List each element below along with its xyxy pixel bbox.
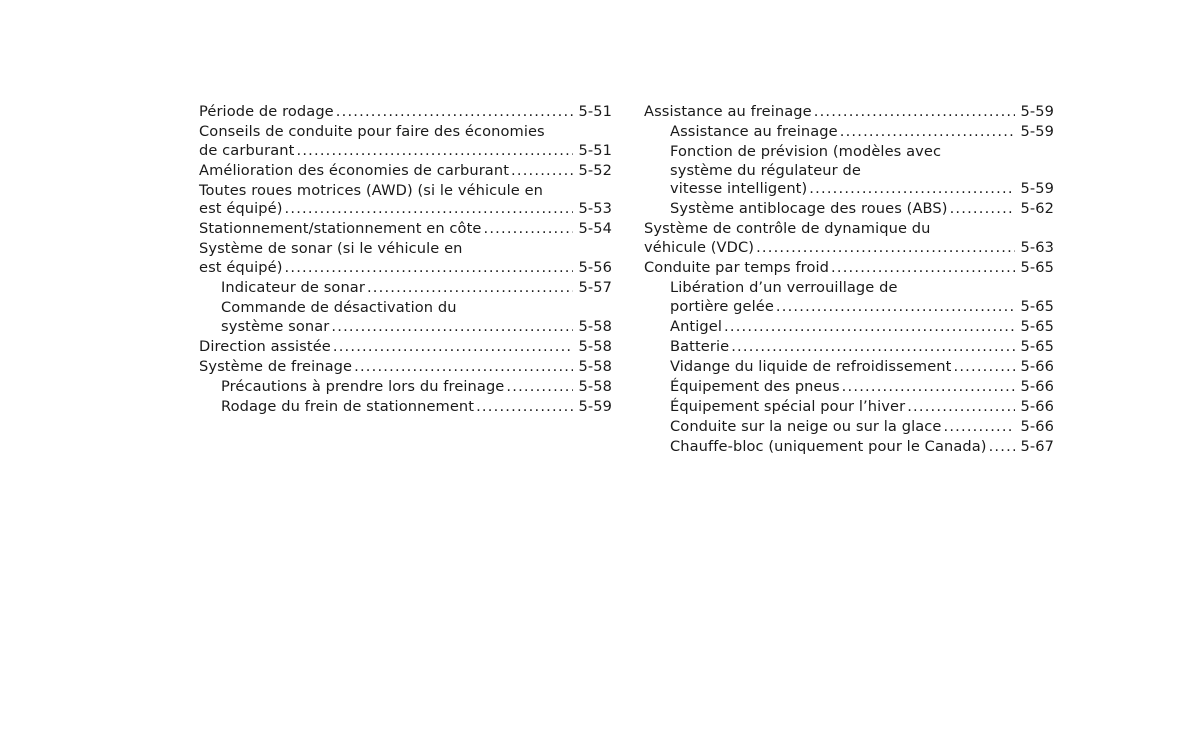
toc-subentry[interactable] (644, 398, 1054, 417)
dot-leader (336, 103, 573, 122)
toc-page-number: 5-59 (1020, 180, 1054, 198)
toc-page-number: 5-51 (578, 103, 612, 120)
dot-leader (831, 259, 1015, 278)
toc-entry-title-line: véhicule (VDC) (644, 238, 755, 256)
toc-page-number: 5-65 (1020, 317, 1054, 335)
toc-page-number: 5-62 (1020, 200, 1054, 218)
toc-entry[interactable] (199, 358, 612, 377)
toc-entry-title-line: Toutes roues motrices (AWD) (si le véhicule en (199, 181, 544, 199)
toc-entry-title-line: est équipé) (199, 200, 283, 218)
toc-entry-title-line: Amélioration des économies de carburant (199, 161, 510, 179)
toc-entry-title-line: Conseils de conduite pour faire des économies (199, 123, 545, 141)
toc-page-number: 5-65 (1020, 258, 1054, 276)
toc-entry[interactable] (199, 162, 612, 181)
dot-leader (907, 398, 1015, 417)
toc-page-number: 5-58 (578, 357, 612, 375)
dot-leader (354, 358, 573, 377)
toc-entry-title-line: Système de contrôle de dynamique du (644, 220, 931, 238)
toc-entry-title-line: Système antiblocage des roues (ABS) (670, 200, 948, 218)
toc-subentry[interactable] (199, 398, 612, 417)
toc-subentry[interactable] (199, 299, 612, 336)
toc-entry[interactable] (199, 240, 612, 277)
toc-entry[interactable] (644, 220, 1054, 257)
toc-entry[interactable] (199, 123, 612, 160)
toc-page-number: 5-54 (578, 220, 612, 238)
toc-entry[interactable] (199, 103, 612, 122)
toc-entry-title-line: Assistance au freinage (644, 103, 812, 120)
toc-entry-title-line: de carburant (199, 141, 295, 159)
toc-entry-title-line: Batterie (670, 337, 730, 355)
dot-leader (296, 142, 573, 161)
dot-leader (285, 259, 573, 278)
dot-leader (476, 398, 573, 417)
toc-entry-title-line: Libération d’un verrouillage de (670, 279, 898, 297)
toc-entry-title-line: Période de rodage (199, 103, 334, 120)
dot-leader (842, 378, 1015, 397)
toc-entry[interactable] (199, 338, 612, 357)
dot-leader (333, 338, 573, 357)
toc-subentry[interactable] (644, 338, 1054, 357)
dot-leader (814, 103, 1015, 122)
toc-page-number: 5-59 (1020, 123, 1054, 141)
toc-page-number: 5-67 (1020, 438, 1054, 456)
dot-leader (511, 162, 573, 181)
dot-leader (840, 123, 1015, 142)
toc-page-number: 5-51 (578, 141, 612, 159)
toc-entry-title-line: Commande de désactivation du (221, 299, 457, 317)
toc-entry-title-line: Équipement des pneus (670, 377, 840, 395)
toc-subentry[interactable] (644, 123, 1054, 142)
toc-page-number: 5-58 (578, 337, 612, 355)
toc-entry-title-line: Stationnement/stationnement en côte (199, 220, 482, 238)
toc-page-number: 5-58 (578, 317, 612, 335)
toc-entry-title-line: Fonction de prévision (modèles avec (670, 143, 942, 161)
dot-leader (724, 318, 1015, 337)
toc-entry-title-line: Vidange du liquide de refroidissement (670, 357, 952, 375)
toc-entry-title-line: est équipé) (199, 258, 283, 276)
toc-entry-title-line: système du régulateur de (670, 161, 861, 179)
toc-entry-title-line: Indicateur de sonar (221, 279, 365, 297)
toc-entry-title-line: portière gelée (670, 297, 774, 315)
toc-subentry[interactable] (644, 143, 1054, 199)
dot-leader (989, 438, 1015, 457)
toc-subentry[interactable] (199, 378, 612, 397)
toc-page-number: 5-53 (578, 200, 612, 218)
dot-leader (953, 358, 1015, 377)
toc-subentry[interactable] (644, 200, 1054, 219)
toc-page-number: 5-59 (1020, 103, 1054, 120)
toc-subentry[interactable] (644, 378, 1054, 397)
toc-page-number: 5-65 (1020, 337, 1054, 355)
toc-entry-title-line: Système de freinage (199, 357, 353, 375)
toc-entry-title-line: Système de sonar (si le véhicule en (199, 240, 463, 258)
toc-page-number: 5-66 (1020, 377, 1054, 395)
toc-entry-title-line: Précautions à prendre lors du freinage (221, 377, 505, 395)
toc-page-number: 5-57 (578, 279, 612, 297)
toc-entry-title-line: vitesse intelligent) (670, 180, 808, 198)
toc-entry[interactable] (199, 220, 612, 239)
toc-subentry[interactable] (644, 318, 1054, 337)
toc-entry[interactable] (644, 103, 1054, 122)
toc-entry-title-line: Antigel (670, 317, 723, 335)
toc-entry[interactable] (199, 182, 612, 219)
dot-leader (943, 418, 1015, 437)
toc-entry-title-line: Rodage du frein de stationnement (221, 398, 475, 416)
dot-leader (756, 239, 1015, 258)
toc-page-number: 5-52 (578, 161, 612, 179)
dot-leader (367, 279, 573, 298)
toc-page-number: 5-59 (578, 398, 612, 416)
toc-entry-title-line: Chauffe-bloc (uniquement pour le Canada) (670, 438, 987, 456)
toc-right-column (644, 103, 1054, 458)
toc-subentry[interactable] (644, 279, 1054, 316)
toc-entry-title-line: Conduite par temps froid (644, 258, 830, 276)
dot-leader (731, 338, 1015, 357)
toc-entry-title-line: Conduite sur la neige ou sur la glace (670, 418, 942, 436)
toc-page-number: 5-56 (578, 258, 612, 276)
toc-page-number: 5-58 (578, 377, 612, 395)
dot-leader (506, 378, 573, 397)
dot-leader (950, 200, 1015, 219)
dot-leader (809, 180, 1015, 199)
toc-left-column (199, 103, 612, 418)
toc-page-number: 5-66 (1020, 357, 1054, 375)
toc-page-number: 5-65 (1020, 297, 1054, 315)
toc-subentry[interactable] (199, 279, 612, 298)
toc-entry-title-line: Équipement spécial pour l’hiver (670, 398, 906, 416)
toc-entry[interactable] (644, 259, 1054, 278)
toc-page-number: 5-66 (1020, 418, 1054, 436)
dot-leader (483, 220, 573, 239)
dot-leader (776, 298, 1015, 317)
toc-entry-title-line: Assistance au freinage (670, 123, 838, 141)
toc-subentry[interactable] (644, 418, 1054, 437)
toc-subentry[interactable] (644, 358, 1054, 377)
dot-leader (285, 200, 573, 219)
toc-subentry[interactable] (644, 438, 1054, 457)
toc-page-number: 5-66 (1020, 398, 1054, 416)
toc-entry-title-line: système sonar (221, 317, 330, 335)
toc-entry-title-line: Direction assistée (199, 337, 331, 355)
dot-leader (331, 318, 573, 337)
toc-page-number: 5-63 (1020, 238, 1054, 256)
